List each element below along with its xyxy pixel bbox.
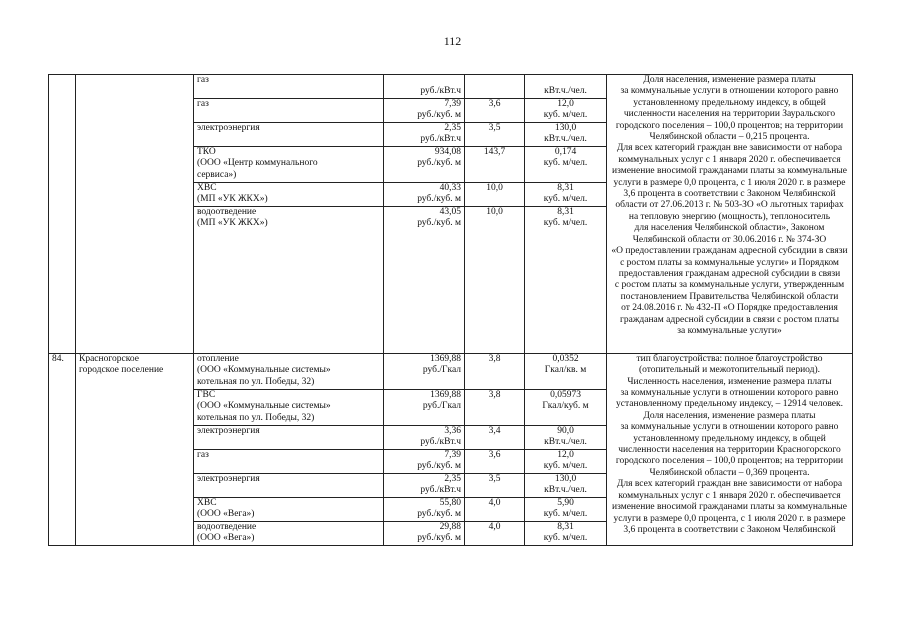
service-cell (194, 473, 384, 497)
service-name: ХВС (197, 182, 217, 193)
service-cell (194, 353, 384, 389)
norm-value: 8,31 (557, 206, 574, 217)
service-name: электроэнергия (197, 473, 260, 484)
note-line: с ростом платы за коммунальные услуги, утвержденным (614, 280, 845, 291)
index-cell (465, 425, 525, 449)
norm-value: куб. м/чел. (543, 509, 588, 520)
municipality-cell (76, 353, 194, 545)
service-name: (МП «УК ЖКХ») (197, 218, 268, 229)
note-line: Челябинской области от 30.06.2016 г. № 374-ЗО (632, 234, 827, 245)
index-value: 3,5 (488, 122, 501, 133)
note-line: постановлением Правительства Челябинской области (620, 291, 839, 302)
index-cell (465, 98, 525, 122)
index-value: 10,0 (486, 206, 503, 217)
note-line: за коммунальные услуги в отношении которого равно (620, 388, 839, 399)
note-line: изменение вносимой гражданами платы за коммунальные (612, 502, 847, 513)
index-cell (465, 521, 525, 545)
tariff-value: руб./кВт.ч (420, 134, 461, 145)
note-line: услуги в размере 0,0 процента, с 1 июля 2020 г. в размере (613, 177, 846, 188)
service-name: газ (197, 98, 209, 109)
index-value: 3,5 (488, 473, 501, 484)
page-number: 112 (443, 34, 462, 48)
tariff-value: руб./куб. м (417, 461, 461, 472)
service-name: отопление (197, 353, 239, 364)
municipality-name: Красногорское (79, 353, 139, 364)
service-name: (ООО «Вега») (197, 533, 255, 544)
index-value: 3,4 (488, 425, 501, 436)
note-line: области от 27.06.2013 г. № 503-ЗО «О льготных тарифах (615, 200, 844, 211)
service-name: (ООО «Центр коммунального (197, 158, 318, 169)
tariff-value: 7,39 (444, 98, 461, 109)
service-name: сервиса») (197, 169, 237, 180)
note-line: Доля населения, изменение размера платы (643, 410, 816, 421)
note-line: за коммунальные услуги в отношении которого равно (620, 422, 839, 433)
norm-value: 5,90 (557, 497, 574, 508)
tariff-value: руб./куб. м (417, 533, 461, 544)
norm-cell (525, 497, 607, 521)
index-cell (465, 389, 525, 425)
service-cell (194, 146, 384, 182)
norm-value: куб. м/чел. (543, 194, 588, 205)
index-cell (465, 146, 525, 182)
service-name: ТКО (197, 146, 216, 157)
tariff-cell (384, 146, 465, 182)
service-name: (ООО «Коммунальные системы» (197, 401, 331, 412)
service-cell (194, 122, 384, 146)
note-line: городского поселения – 100,0 процентов; на территории (615, 120, 844, 131)
norm-cell (525, 122, 607, 146)
service-cell (194, 98, 384, 122)
service-cell (194, 206, 384, 353)
note-line: Для всех категорий граждан вне зависимости от набора (616, 143, 843, 154)
norm-value: кВт.ч./чел. (544, 437, 587, 448)
note-line: установленному предельному индексу, – 12914 человек. (616, 399, 843, 410)
tariff-value: 1369,88 (430, 353, 461, 364)
service-cell (194, 425, 384, 449)
service-name: водоотведение (197, 521, 257, 532)
service-cell (194, 389, 384, 425)
norm-value: 0,174 (554, 146, 577, 157)
note-line: с ростом платы за коммунальные услуги» и Порядком (620, 257, 839, 268)
tariff-value: руб./кВт.ч (420, 437, 461, 448)
note-line: Для всех категорий граждан вне зависимости от набора (616, 479, 843, 490)
note-line: Челябинской области – 0,369 процента. (649, 467, 810, 478)
service-name: ХВС (197, 497, 217, 508)
tariff-value: руб./куб. м (417, 194, 461, 205)
note-line: за коммунальные услуги в отношении которого равно (620, 86, 839, 97)
index-cell (465, 75, 525, 99)
norm-value: 0,05973 (550, 389, 581, 400)
norm-value: куб. м/чел. (543, 110, 588, 121)
note-line: Доля населения, изменение размера платы (643, 75, 816, 85)
tariff-table (48, 74, 853, 546)
norm-value: 12,0 (557, 98, 574, 109)
service-cell (194, 449, 384, 473)
service-name: газ (197, 75, 209, 85)
norm-cell (525, 206, 607, 353)
tariff-value: 43,05 (439, 206, 461, 217)
service-cell (194, 75, 384, 99)
service-name: (МП «УК ЖКХ») (197, 194, 268, 205)
service-name: котельная по ул. Победы, 32) (197, 376, 315, 387)
service-cell (194, 521, 384, 545)
tariff-value: 3,36 (444, 425, 461, 436)
norm-value: 8,31 (557, 521, 574, 532)
note-line: установленному предельному индексу, в общей (633, 433, 826, 444)
index-cell (465, 182, 525, 206)
tariff-value: 29,88 (439, 521, 461, 532)
note-line: 3,6 процента в соответствии с Законом Челябинской (623, 189, 836, 200)
index-value: 4,0 (488, 521, 501, 532)
tariff-value: 55,80 (439, 497, 461, 508)
service-name: (ООО «Вега») (197, 509, 255, 520)
norm-value: Гкал/кв. м (544, 365, 587, 376)
note-line: предоставления гражданам адресной субсидии в связи (618, 268, 841, 279)
note-cell (607, 75, 853, 354)
service-name: котельная по ул. Победы, 32) (197, 412, 315, 423)
tariff-value: 2,35 (444, 122, 461, 133)
index-value: 10,0 (486, 182, 503, 193)
index-cell (465, 497, 525, 521)
row-number: 84. (49, 353, 76, 545)
index-cell (465, 206, 525, 353)
norm-cell (525, 146, 607, 182)
note-line: тип благоустройства: полное благоустройство (636, 353, 823, 364)
norm-value: куб. м/чел. (543, 158, 588, 169)
norm-value: кВт.ч./чел. (544, 485, 587, 496)
note-line: услуги в размере 0,0 процента, с 1 июля 2020 г. в размере (613, 513, 846, 524)
note-line: от 24.08.2016 г. № 432-П «О Порядке предоставления (621, 303, 838, 314)
index-value: 3,6 (488, 449, 501, 460)
note-line: коммунальных услуг с 1 января 2020 г. обеспечивается (618, 154, 841, 165)
index-cell (465, 473, 525, 497)
index-value: 4,0 (488, 497, 501, 508)
tariff-value: руб./куб. м (417, 158, 461, 169)
note-line: на тепловую энергию (мощность), теплоноситель (628, 211, 831, 222)
norm-value: куб. м/чел. (543, 461, 588, 472)
tariff-value: руб./Гкал (422, 401, 461, 412)
note-line: численности населения на территории Зауральского (623, 109, 836, 120)
norm-cell (525, 75, 607, 99)
note-line: (отопительный и межотопительный период). (638, 365, 821, 376)
tariff-value: 934,08 (434, 146, 461, 157)
norm-value: 0,0352 (552, 353, 579, 364)
tariff-cell (384, 353, 465, 389)
norm-cell (525, 425, 607, 449)
note-line: Челябинской области – 0,215 процента. (649, 132, 810, 143)
norm-cell (525, 182, 607, 206)
tariff-value: руб./куб. м (417, 509, 461, 520)
note-line: коммунальных услуг с 1 января 2020 г. обеспечивается (618, 490, 841, 501)
norm-cell (525, 353, 607, 389)
municipality-cell (76, 75, 194, 354)
note-line: за коммунальные услуги» (677, 325, 782, 336)
tariff-value: руб./кВт.ч (420, 485, 461, 496)
index-value: 3,8 (488, 353, 501, 364)
norm-value: Гкал/куб. м (542, 401, 589, 412)
norm-value: куб. м/чел. (543, 218, 588, 229)
tariff-cell (384, 497, 465, 521)
tariff-cell (384, 98, 465, 122)
tariff-value: 1369,88 (430, 389, 461, 400)
note-line: Численность населения, изменение размера платы (627, 376, 832, 387)
service-name: водоотведение (197, 206, 257, 217)
tariff-cell (384, 206, 465, 353)
tariff-cell (384, 389, 465, 425)
tariff-value: 2,35 (444, 473, 461, 484)
index-value: 143,7 (483, 146, 506, 157)
service-cell (194, 497, 384, 521)
note-line: «О предоставлении гражданам адресной субсидии в связи (611, 246, 848, 257)
table-row (49, 75, 853, 99)
norm-cell (525, 473, 607, 497)
tariff-cell (384, 521, 465, 545)
table-row (49, 353, 853, 389)
tariff-cell (384, 449, 465, 473)
note-line: 3,6 процента в соответствии с Законом Челябинской (623, 524, 836, 535)
norm-cell (525, 389, 607, 425)
note-line: гражданам адресной субсидии в связи с ростом платы (619, 314, 840, 325)
tariff-value: 7,39 (444, 449, 461, 460)
tariff-value: руб./куб. м (417, 110, 461, 121)
tariff-value: руб./Гкал (422, 365, 461, 376)
service-name: электроэнергия (197, 122, 260, 133)
tariff-cell (384, 182, 465, 206)
norm-value: кВт.ч./чел. (544, 86, 587, 97)
service-name: ГВС (197, 389, 216, 400)
index-cell (465, 353, 525, 389)
index-value: 3,6 (488, 98, 501, 109)
municipality-name: городское поселение (79, 365, 164, 376)
note-line: изменение вносимой гражданами платы за коммунальные (612, 166, 847, 177)
note-line: установленному предельному индексу, в общей (633, 97, 826, 108)
note-line: численности населения на территории Красногорского (618, 445, 841, 456)
tariff-value: 40,33 (439, 182, 461, 193)
service-name: газ (197, 449, 209, 460)
note-cell (607, 353, 853, 545)
norm-value: кВт.ч./чел. (544, 134, 587, 145)
note-line: городского поселения – 100,0 процентов; на территории (615, 456, 844, 467)
row-number (49, 75, 76, 354)
norm-value: 130,0 (554, 122, 577, 133)
norm-cell (525, 98, 607, 122)
norm-value: 90,0 (557, 425, 574, 436)
tariff-cell (384, 122, 465, 146)
norm-cell (525, 449, 607, 473)
tariff-cell (384, 473, 465, 497)
service-name: электроэнергия (197, 425, 260, 436)
service-cell (194, 182, 384, 206)
norm-value: 8,31 (557, 182, 574, 193)
tariff-value: руб./кВт.ч (420, 86, 461, 97)
tariff-cell (384, 75, 465, 99)
index-cell (465, 449, 525, 473)
index-cell (465, 122, 525, 146)
service-name: (ООО «Коммунальные системы» (197, 365, 331, 376)
norm-cell (525, 521, 607, 545)
note-line: для населения Челябинской области», Законом (634, 223, 825, 234)
tariff-value: руб./куб. м (417, 218, 461, 229)
norm-value: куб. м/чел. (543, 533, 588, 544)
norm-value: 130,0 (554, 473, 577, 484)
tariff-cell (384, 425, 465, 449)
index-value: 3,8 (488, 389, 501, 400)
norm-value: 12,0 (557, 449, 574, 460)
